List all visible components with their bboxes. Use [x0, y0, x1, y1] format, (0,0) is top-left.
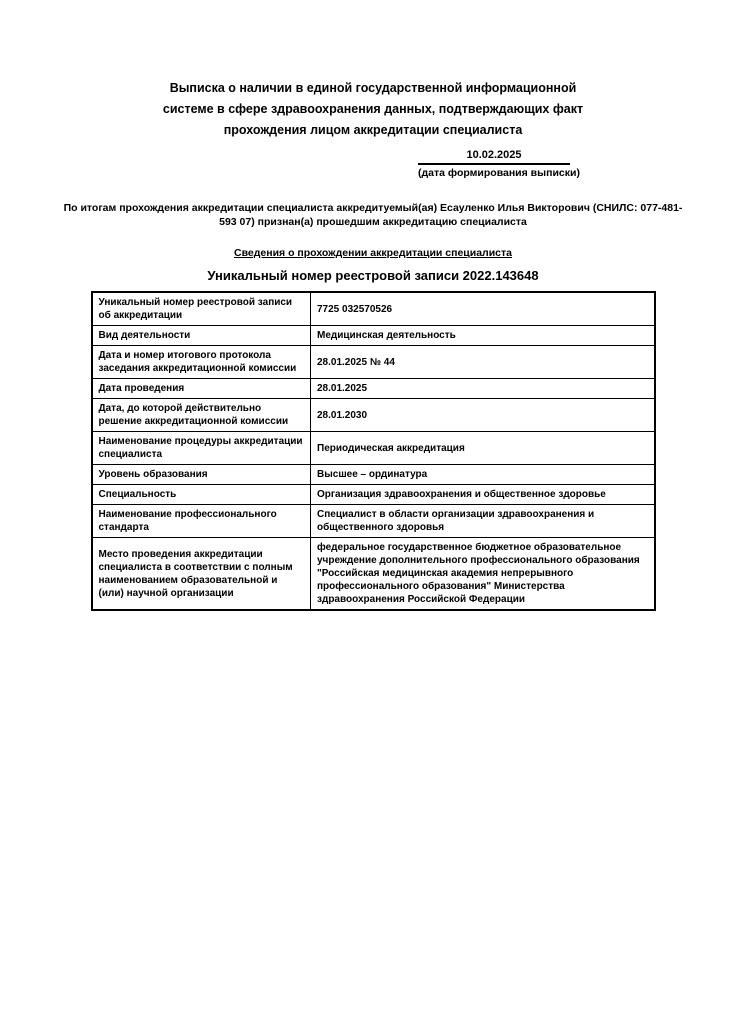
- table-row: [92, 346, 655, 379]
- row-value: Медицинская деятельность: [311, 326, 655, 346]
- table-row: [92, 505, 655, 538]
- row-label: Дата проведения: [92, 379, 311, 399]
- extract-date: 10.02.2025: [418, 149, 570, 165]
- table-row: [92, 465, 655, 485]
- row-label: Вид деятельности: [92, 326, 311, 346]
- section-heading: Сведения о прохождении аккредитации специалиста: [234, 247, 512, 259]
- accreditation-table-body: [92, 292, 655, 610]
- extract-date-block: [418, 149, 580, 179]
- table-row: [92, 432, 655, 465]
- registry-number-heading: Уникальный номер реестровой записи 2022.143648: [207, 268, 539, 283]
- table-row: [92, 292, 655, 326]
- row-label: Место проведения аккредитации специалиста в соответствии с полным наименованием образовательной и (или) научной организации: [92, 538, 311, 611]
- document-title-line: прохождения лицом аккредитации специалиста: [223, 123, 523, 137]
- document-title-line: Выписка о наличии в единой государственной информационной: [169, 81, 577, 95]
- table-row: [92, 485, 655, 505]
- intro-paragraph-line: 593 07) признан(а) прошедшим аккредитацию специалиста: [219, 216, 527, 228]
- table-row: [92, 379, 655, 399]
- row-value: 28.01.2025: [311, 379, 655, 399]
- row-value: 28.01.2030: [311, 399, 655, 432]
- intro-paragraph: [0, 201, 746, 229]
- row-label: Уровень образования: [92, 465, 311, 485]
- accreditation-table: [91, 291, 656, 611]
- row-label: Дата, до которой действительно решение аккредитационной комиссии: [92, 399, 311, 432]
- row-label: Наименование профессионального стандарта: [92, 505, 311, 538]
- row-value: Высшее – ординатура: [311, 465, 655, 485]
- row-label: Специальность: [92, 485, 311, 505]
- row-value: федеральное государственное бюджетное образовательное учреждение дополнительного профессионального образования "Российская медицинская академия непрерывного профессионального образования" Министерства здравоохранения Российской Федерации: [311, 538, 655, 611]
- table-row: [92, 399, 655, 432]
- row-value: Специалист в области организации здравоохранения и общественного здоровья: [311, 505, 655, 538]
- document-title: [0, 78, 746, 141]
- document-title-line: системе в сфере здравоохранения данных, подтверждающих факт: [162, 102, 584, 116]
- row-value: 7725 032570526: [311, 292, 655, 326]
- row-label: Дата и номер итогового протокола заседания аккредитационной комиссии: [92, 346, 311, 379]
- row-label: Уникальный номер реестровой записи об аккредитации: [92, 292, 311, 326]
- table-row: [92, 326, 655, 346]
- extract-date-caption: (дата формирования выписки): [418, 167, 580, 179]
- row-value: Организация здравоохранения и общественное здоровье: [311, 485, 655, 505]
- intro-paragraph-line: По итогам прохождения аккредитации специалиста аккредитуемый(ая) Есауленко Илья Викторович (СНИЛС: 077-481-: [63, 202, 683, 214]
- row-value: Периодическая аккредитация: [311, 432, 655, 465]
- row-label: Наименование процедуры аккредитации специалиста: [92, 432, 311, 465]
- table-row: [92, 538, 655, 611]
- row-value: 28.01.2025 № 44: [311, 346, 655, 379]
